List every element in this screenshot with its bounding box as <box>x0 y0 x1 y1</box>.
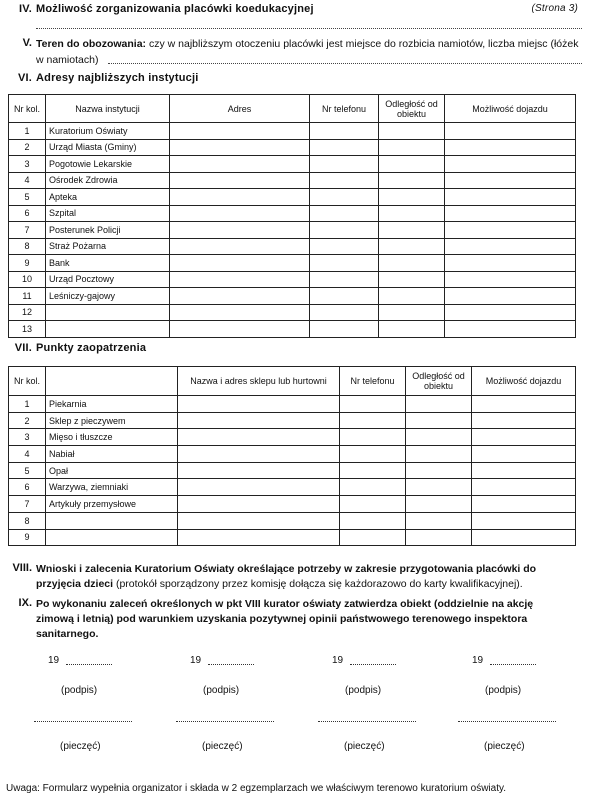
supply-row-name: Opał <box>46 462 178 479</box>
supply-header-row <box>9 367 576 396</box>
section-v-text <box>36 37 582 52</box>
supply-row <box>9 529 576 546</box>
institution-row-name: Straż Pożarna <box>46 238 170 255</box>
supply-row-number: 4 <box>9 446 46 463</box>
supply-col-distance-header: Odległość od obiektu <box>406 367 472 396</box>
institutions-header-row <box>9 95 576 123</box>
signature-date-field-2[interactable] <box>208 664 254 665</box>
section-iv-heading <box>4 3 584 15</box>
institution-row-number: 9 <box>9 255 46 272</box>
institution-phone-cell[interactable] <box>310 222 379 239</box>
institution-row-name: Urząd Miasta (Gminy) <box>46 139 170 156</box>
institution-row-name: Apteka <box>46 189 170 206</box>
signature-date-field-3[interactable] <box>350 664 396 665</box>
institution-distance-cell[interactable] <box>379 222 445 239</box>
institution-address-cell[interactable] <box>170 156 310 173</box>
supply-row-number: 1 <box>9 396 46 413</box>
institution-row <box>9 271 576 288</box>
supply-access-cell[interactable] <box>472 512 576 529</box>
institution-access-cell[interactable] <box>445 123 576 140</box>
institution-phone-cell[interactable] <box>310 189 379 206</box>
signature-label-2: (podpis) <box>203 685 240 696</box>
institution-access-cell[interactable] <box>445 288 576 305</box>
institution-row-name <box>46 321 170 338</box>
institution-row-number: 2 <box>9 139 46 156</box>
institution-distance-cell[interactable] <box>379 123 445 140</box>
supply-row <box>9 412 576 429</box>
supply-row <box>9 429 576 446</box>
institution-row-number: 13 <box>9 321 46 338</box>
institution-distance-cell[interactable] <box>379 288 445 305</box>
section-iv-number: IV. <box>18 3 32 15</box>
supply-row-number: 2 <box>9 412 46 429</box>
supply-distance-cell[interactable] <box>406 446 472 463</box>
institution-row-number: 4 <box>9 172 46 189</box>
institution-access-cell[interactable] <box>445 189 576 206</box>
year-prefix: 19 <box>190 655 202 666</box>
supply-distance-cell[interactable] <box>406 529 472 546</box>
supply-access-cell[interactable] <box>472 496 576 513</box>
section-vi-number: VI. <box>17 72 32 84</box>
institution-address-cell[interactable] <box>170 172 310 189</box>
institution-phone-cell[interactable] <box>310 255 379 272</box>
stamp-field-3[interactable] <box>318 721 416 722</box>
section-v-text-cont <box>36 53 582 68</box>
supply-shop-cell[interactable] <box>178 429 340 446</box>
supply-phone-cell[interactable] <box>340 446 406 463</box>
institution-row <box>9 139 576 156</box>
signature-date-4 <box>472 655 483 666</box>
institution-access-cell[interactable] <box>445 222 576 239</box>
institution-row-name <box>46 304 170 321</box>
signature-label-3: (podpis) <box>345 685 382 696</box>
supply-phone-cell[interactable] <box>340 429 406 446</box>
institution-row <box>9 156 576 173</box>
supply-row <box>9 479 576 496</box>
supply-distance-cell[interactable] <box>406 429 472 446</box>
supply-row-name: Warzywa, ziemniaki <box>46 479 178 496</box>
supply-row <box>9 446 576 463</box>
institution-distance-cell[interactable] <box>379 172 445 189</box>
institution-distance-cell[interactable] <box>379 238 445 255</box>
stamp-field-2[interactable] <box>176 721 274 722</box>
section-vii-heading <box>4 342 584 354</box>
institution-row-name: Ośrodek Zdrowia <box>46 172 170 189</box>
section-vi-heading <box>4 72 584 84</box>
supply-row-name: Mięso i tłuszcze <box>46 429 178 446</box>
supply-table <box>8 366 576 546</box>
section-viii-line1: Wnioski i zalecenia Kuratorium Oświaty określające potrzeby w zakresie przygotowania placówki do <box>36 563 537 575</box>
signature-date-1 <box>48 655 59 666</box>
section-viii-text <box>36 562 582 577</box>
institutions-table <box>8 94 576 338</box>
supply-shop-cell[interactable] <box>178 529 340 546</box>
institution-access-cell[interactable] <box>445 255 576 272</box>
section-viii-text-cont <box>36 577 582 592</box>
institution-row-number: 10 <box>9 271 46 288</box>
year-prefix: 19 <box>332 655 344 666</box>
stamp-label-1: (pieczęć) <box>60 741 101 752</box>
institution-phone-cell[interactable] <box>310 156 379 173</box>
year-prefix: 19 <box>472 655 484 666</box>
institution-distance-cell[interactable] <box>379 304 445 321</box>
institution-row <box>9 238 576 255</box>
supply-col-phone-header: Nr telefonu <box>340 367 406 396</box>
supply-distance-cell[interactable] <box>406 512 472 529</box>
institution-phone-cell[interactable] <box>310 238 379 255</box>
institution-phone-cell[interactable] <box>310 271 379 288</box>
institution-row <box>9 255 576 272</box>
institution-row <box>9 123 576 140</box>
section-iv-title: Możliwość zorganizowania placówki koedukacyjnej <box>36 3 314 15</box>
supply-shop-cell[interactable] <box>178 462 340 479</box>
supply-row-number: 8 <box>9 512 46 529</box>
institution-address-cell[interactable] <box>170 288 310 305</box>
institution-row <box>9 172 576 189</box>
col-address-header: Adres <box>170 95 310 123</box>
institution-distance-cell[interactable] <box>379 321 445 338</box>
institution-row-name: Posterunek Policji <box>46 222 170 239</box>
institution-access-cell[interactable] <box>445 321 576 338</box>
stamp-label-2: (pieczęć) <box>202 741 243 752</box>
section-ix-line2: zimową i letnią) pod warunkiem uzyskania pozytywnej opinii państwowego terenowego inspektora <box>36 613 528 625</box>
institution-phone-cell[interactable] <box>310 172 379 189</box>
supply-phone-cell[interactable] <box>340 396 406 413</box>
section-v-number: V. <box>22 37 32 49</box>
supply-access-cell[interactable] <box>472 396 576 413</box>
institution-row <box>9 321 576 338</box>
institution-row-name: Pogotowie Lekarskie <box>46 156 170 173</box>
institution-access-cell[interactable] <box>445 139 576 156</box>
institution-row-number: 11 <box>9 288 46 305</box>
supply-access-cell[interactable] <box>472 446 576 463</box>
supply-col-nr-header: Nr kol. <box>9 367 46 396</box>
institution-row-number: 1 <box>9 123 46 140</box>
institution-access-cell[interactable] <box>445 156 576 173</box>
institution-address-cell[interactable] <box>170 271 310 288</box>
supply-row-name: Artykuły przemysłowe <box>46 496 178 513</box>
institution-address-cell[interactable] <box>170 321 310 338</box>
col-access-header: Możliwość dojazdu <box>445 95 576 123</box>
col-phone-header: Nr telefonu <box>310 95 379 123</box>
institution-row-number: 3 <box>9 156 46 173</box>
section-ix-line3: sanitarnego. <box>36 628 99 640</box>
institution-phone-cell[interactable] <box>310 123 379 140</box>
col-name-header: Nazwa instytucji <box>46 95 170 123</box>
supply-row <box>9 462 576 479</box>
year-prefix: 19 <box>48 655 60 666</box>
section-v-title: Teren do obozowania: <box>36 38 147 50</box>
supply-row <box>9 496 576 513</box>
institution-distance-cell[interactable] <box>379 255 445 272</box>
institution-row-number: 6 <box>9 205 46 222</box>
section-v-question-cont: w namiotach) <box>36 54 99 66</box>
institution-phone-cell[interactable] <box>310 139 379 156</box>
supply-row-number: 3 <box>9 429 46 446</box>
supply-row-name <box>46 512 178 529</box>
stamp-label-3: (pieczęć) <box>344 741 385 752</box>
supply-row-name: Nabiał <box>46 446 178 463</box>
supply-row-name <box>46 529 178 546</box>
supply-shop-cell[interactable] <box>178 396 340 413</box>
institution-address-cell[interactable] <box>170 255 310 272</box>
institution-row <box>9 288 576 305</box>
institution-distance-cell[interactable] <box>379 271 445 288</box>
institution-row-name: Urząd Pocztowy <box>46 271 170 288</box>
institution-access-cell[interactable] <box>445 172 576 189</box>
section-iv-answer-line[interactable] <box>36 28 582 29</box>
supply-access-cell[interactable] <box>472 479 576 496</box>
supply-access-cell[interactable] <box>472 412 576 429</box>
institution-address-cell[interactable] <box>170 304 310 321</box>
stamp-field-4[interactable] <box>458 721 556 722</box>
institution-row-number: 12 <box>9 304 46 321</box>
institution-distance-cell[interactable] <box>379 189 445 206</box>
supply-distance-cell[interactable] <box>406 412 472 429</box>
supply-row-number: 6 <box>9 479 46 496</box>
institution-address-cell[interactable] <box>170 123 310 140</box>
signature-label-1: (podpis) <box>61 685 98 696</box>
supply-distance-cell[interactable] <box>406 462 472 479</box>
stamp-label-4: (pieczęć) <box>484 741 525 752</box>
supply-distance-cell[interactable] <box>406 496 472 513</box>
institution-row-name: Leśniczy-gajowy <box>46 288 170 305</box>
signature-date-2 <box>190 655 201 666</box>
supply-row-number: 5 <box>9 462 46 479</box>
supply-shop-cell[interactable] <box>178 479 340 496</box>
institution-distance-cell[interactable] <box>379 205 445 222</box>
supply-row-name: Piekarnia <box>46 396 178 413</box>
section-ix-number: IX. <box>18 597 32 609</box>
section-vi-title: Adresy najbliższych instytucji <box>36 72 199 84</box>
supply-row <box>9 396 576 413</box>
supply-access-cell[interactable] <box>472 529 576 546</box>
supply-phone-cell[interactable] <box>340 529 406 546</box>
supply-shop-cell[interactable] <box>178 496 340 513</box>
institution-row-number: 7 <box>9 222 46 239</box>
institution-row-number: 5 <box>9 189 46 206</box>
institution-row <box>9 304 576 321</box>
signature-date-3 <box>332 655 343 666</box>
institution-row <box>9 205 576 222</box>
supply-distance-cell[interactable] <box>406 396 472 413</box>
section-vii-title: Punkty zaopatrzenia <box>36 342 147 354</box>
institution-address-cell[interactable] <box>170 238 310 255</box>
col-distance-header: Odległość od obiektu <box>379 95 445 123</box>
section-viii-number: VIII. <box>12 562 32 574</box>
supply-row-number: 9 <box>9 529 46 546</box>
supply-shop-cell[interactable] <box>178 446 340 463</box>
footer-note: Uwaga: Formularz wypełnia organizator i składa w 2 egzemplarzach we właściwym terenowo kuratorium oświaty. <box>6 783 507 794</box>
supply-shop-cell[interactable] <box>178 512 340 529</box>
supply-col-shop-header: Nazwa i adres sklepu lub hurtowni <box>178 367 340 396</box>
section-ix-line1: Po wykonaniu zaleceń określonych w pkt VIII kurator oświaty zatwierdza obiekt (oddzielnie na akcję <box>36 598 534 610</box>
supply-phone-cell[interactable] <box>340 462 406 479</box>
section-viii-line2-bold: przyjęcia dzieci <box>36 578 114 590</box>
institution-row-name: Kuratorium Oświaty <box>46 123 170 140</box>
section-v-question: czy w najbliższym otoczeniu placówki jest miejsce do rozbicia namiotów, liczba miejsc (łóżek <box>146 38 579 50</box>
supply-col-category-header <box>46 367 178 396</box>
institution-distance-cell[interactable] <box>379 139 445 156</box>
institution-row-name: Szpital <box>46 205 170 222</box>
supply-row <box>9 512 576 529</box>
supply-row-name: Sklep z pieczywem <box>46 412 178 429</box>
institution-distance-cell[interactable] <box>379 156 445 173</box>
institution-access-cell[interactable] <box>445 205 576 222</box>
signature-label-4: (podpis) <box>485 685 522 696</box>
institution-row-name: Bank <box>46 255 170 272</box>
section-v-answer-line[interactable] <box>108 63 582 64</box>
supply-access-cell[interactable] <box>472 429 576 446</box>
institution-phone-cell[interactable] <box>310 288 379 305</box>
institution-address-cell[interactable] <box>170 205 310 222</box>
institution-address-cell[interactable] <box>170 222 310 239</box>
section-vii-number: VII. <box>14 342 32 354</box>
supply-access-cell[interactable] <box>472 462 576 479</box>
institution-address-cell[interactable] <box>170 189 310 206</box>
supply-col-access-header: Możliwość dojazdu <box>472 367 576 396</box>
supply-phone-cell[interactable] <box>340 412 406 429</box>
supply-distance-cell[interactable] <box>406 479 472 496</box>
institution-phone-cell[interactable] <box>310 321 379 338</box>
institution-access-cell[interactable] <box>445 271 576 288</box>
institution-row <box>9 222 576 239</box>
institution-row-number: 8 <box>9 238 46 255</box>
institution-access-cell[interactable] <box>445 238 576 255</box>
col-nr-header: Nr kol. <box>9 95 46 123</box>
institution-phone-cell[interactable] <box>310 304 379 321</box>
supply-phone-cell[interactable] <box>340 512 406 529</box>
section-viii-line2: (protokół sporządzony przez komisję dołącza się każdorazowo do karty kwalifikacyjnej). <box>113 578 523 590</box>
supply-row-number: 7 <box>9 496 46 513</box>
signature-date-field-4[interactable] <box>490 664 536 665</box>
page-reference: (Strona 3) <box>531 3 578 14</box>
institution-address-cell[interactable] <box>170 139 310 156</box>
supply-phone-cell[interactable] <box>340 479 406 496</box>
supply-phone-cell[interactable] <box>340 496 406 513</box>
supply-shop-cell[interactable] <box>178 412 340 429</box>
stamp-field-1[interactable] <box>34 721 132 722</box>
institution-access-cell[interactable] <box>445 304 576 321</box>
institution-row <box>9 189 576 206</box>
institution-phone-cell[interactable] <box>310 205 379 222</box>
signature-date-field-1[interactable] <box>66 664 112 665</box>
